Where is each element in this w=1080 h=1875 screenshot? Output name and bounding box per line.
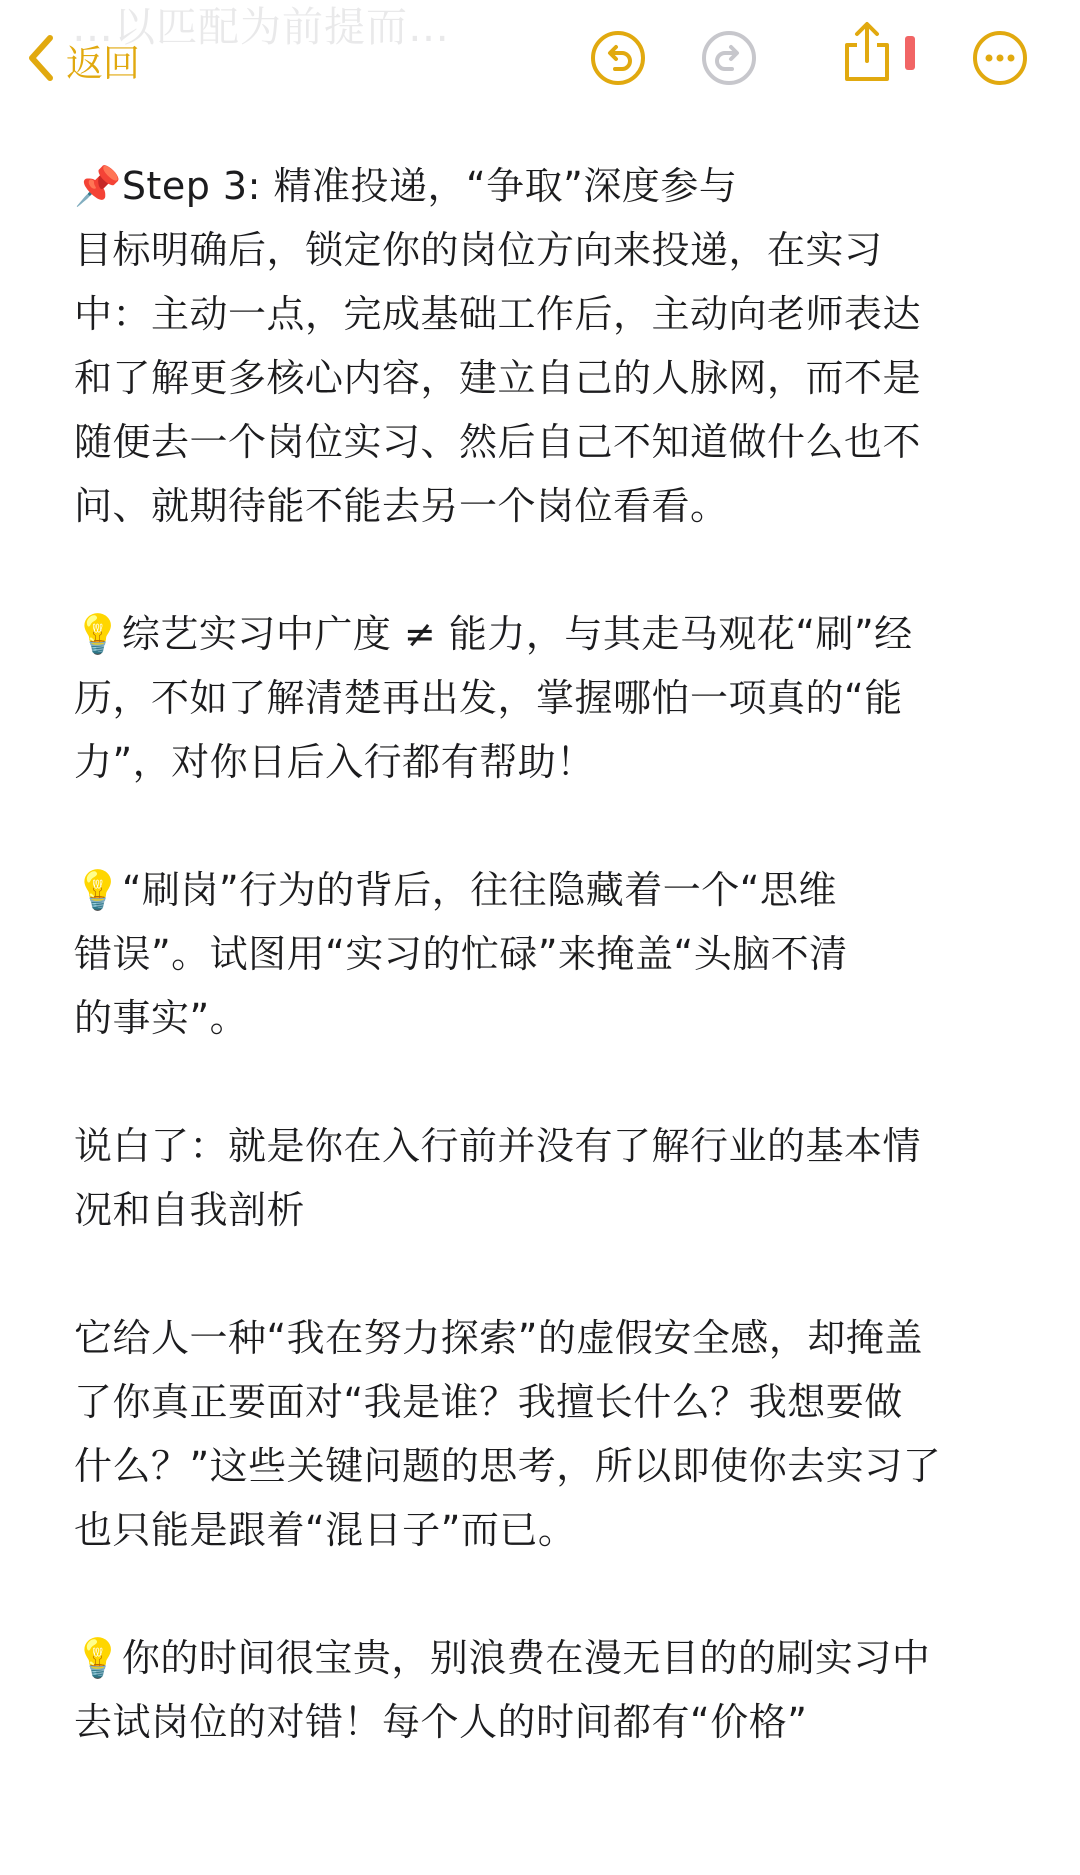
paragraph-line: 说白了：就是你在入行前并没有了解行业的基本情 xyxy=(74,1124,922,1168)
share-icon xyxy=(839,19,895,89)
paragraph-line: 问、就期待能不能去另一个岗位看看。 xyxy=(74,484,729,528)
paragraph-line: 什么？”这些关键问题的思考，所以即使你去实习了 xyxy=(74,1444,942,1488)
chevron-left-icon xyxy=(26,34,56,86)
redo-icon xyxy=(700,29,758,91)
paragraph-line: 中：主动一点，完成基础工作后，主动向老师表达 xyxy=(74,292,922,336)
paragraph-line: 也只能是跟着“混日子”而已。 xyxy=(74,1508,577,1552)
paragraph-line: 💡你的时间很宝贵，别浪费在漫无目的的刷实习中 xyxy=(74,1636,931,1680)
paragraph-step3 xyxy=(74,154,1014,538)
paragraph-line: 的事实”。 xyxy=(74,996,249,1040)
paragraph-tip-1 xyxy=(74,602,1014,794)
paragraph-line: 💡“刷岗”行为的背后，往往隐藏着一个“思维 xyxy=(74,868,837,912)
paragraph-line: 了你真正要面对“我是谁？我擅长什么？我想要做 xyxy=(74,1380,903,1424)
paragraph-line: 📌Step 3: 精准投递，“争取”深度参与 xyxy=(74,164,738,208)
note-body[interactable] xyxy=(74,154,1014,1818)
scrolled-previous-text: …以匹配为前提而… xyxy=(72,3,450,51)
paragraph-line: 目标明确后，锁定你的岗位方向来投递，在实习 xyxy=(74,228,883,272)
paragraph-line: 和了解更多核心内容，建立自己的人脉网，而不是 xyxy=(74,356,922,400)
back-button[interactable] xyxy=(26,30,140,90)
paragraph-line: 错误”。试图用“实习的忙碌”来掩盖“头脑不清 xyxy=(74,932,848,976)
paragraph-line: 力”，对你日后入行都有帮助！ xyxy=(74,740,595,784)
share-button[interactable] xyxy=(837,24,897,84)
paragraph-plain-2 xyxy=(74,1306,1014,1562)
paragraph-plain-1 xyxy=(74,1114,1014,1242)
paragraph-tip-3 xyxy=(74,1626,1014,1754)
undo-icon xyxy=(589,29,647,91)
redo-button[interactable] xyxy=(699,30,759,90)
undo-button[interactable] xyxy=(588,30,648,90)
notes-toolbar xyxy=(0,0,1080,120)
paragraph-line: 它给人一种“我在努力探索”的虚假安全感，却掩盖 xyxy=(74,1316,923,1360)
paragraph-line: 去试岗位的对错！每个人的时间都有“价格” xyxy=(74,1700,808,1744)
paragraph-tip-2 xyxy=(74,858,1014,1050)
paragraph-line: 历，不如了解清楚再出发，掌握哪怕一项真的“能 xyxy=(74,676,903,720)
back-label: 返回 xyxy=(66,42,140,85)
more-button[interactable] xyxy=(970,30,1030,90)
paragraph-line: 况和自我剖析 xyxy=(74,1188,306,1232)
paragraph-line: 💡综艺实习中广度 ≠ 能力，与其走马观花“刷”经 xyxy=(74,612,913,656)
paragraph-line: 随便去一个岗位实习、然后自己不知道做什么也不 xyxy=(74,420,922,464)
highlight-mark xyxy=(905,36,915,70)
ellipsis-circle-icon xyxy=(971,29,1029,91)
